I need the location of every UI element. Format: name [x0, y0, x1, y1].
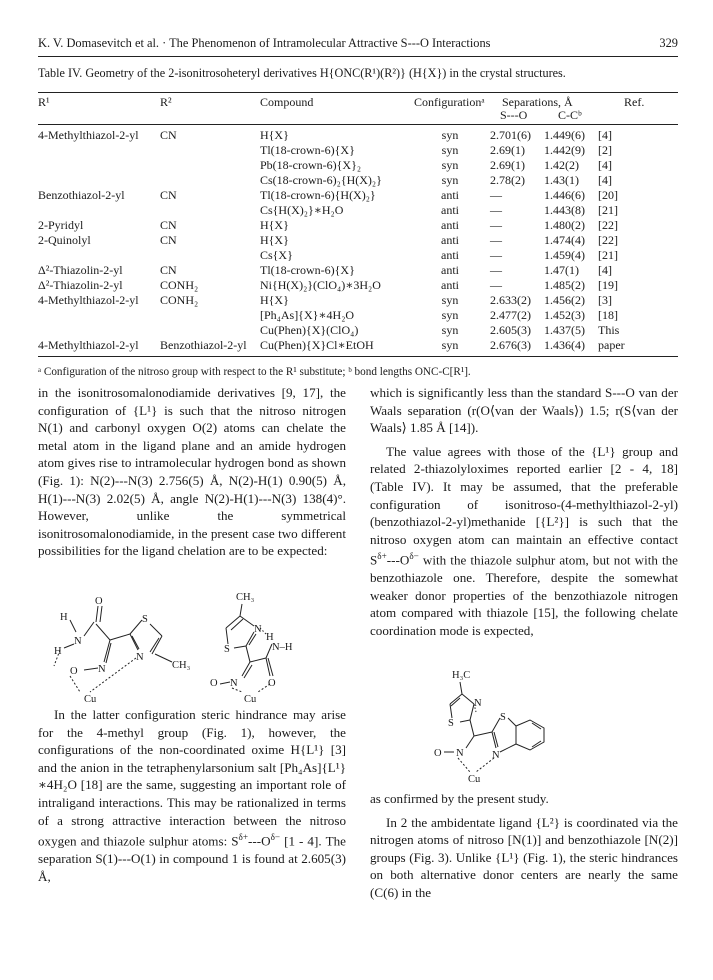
cell-compound: H{X} [260, 218, 289, 232]
right-paragraph-2: The value agrees with those of the {L¹} group and related 2-thiazolyloximes reported earlier [2 - 4, 18] (Table IV). It may be assumed, that the preferable configuration of isonitroso-(4-methylthiazol-2-yl)(benzothiazol-2-yl)methanide [{L²}] is such that the nitroso oxygen atom can maintain an effective contact $S^{\delta+}---O^{\delta-}$ with the thiazole sulphur atom, but not with the benzothiazole one. Therefore, despite the somewhat weaker donor properties of the benzothiazole nitrogen atom compared with thiazole [15], the following chelate coordination mode is expected, [370, 443, 678, 639]
cell-cc-bond: 1.47(1) [544, 263, 579, 277]
cell-cc-bond: 1.437(5) [544, 323, 585, 337]
left-column-continued [38, 706, 346, 885]
cell-so-separation: 2.701(6) [490, 128, 531, 142]
struct-b-amide-nh: N–H [272, 642, 293, 653]
cell-r2: CN [160, 188, 177, 202]
cell-so-separation: — [490, 203, 502, 217]
cell-cc-bond: 1.43(1) [544, 173, 579, 187]
table-top-rule [38, 92, 678, 93]
cell-compound: H{X} [260, 233, 289, 247]
cell-compound: H{X} [260, 293, 289, 307]
cell-compound: Cs{X} [260, 248, 293, 262]
struct-b-ring-n: N [254, 624, 262, 635]
cell-r1: Δ²-Thiazolin-2-yl [38, 278, 123, 292]
cell-ref: [4] [598, 158, 612, 172]
struct-c-oxime-o: O [434, 748, 442, 759]
cell-so-separation: 2.69(1) [490, 143, 525, 157]
cell-configuration: syn [441, 128, 459, 142]
cell-ref: [4] [598, 128, 612, 142]
right-column-continued [370, 790, 678, 902]
cell-so-separation: — [490, 278, 502, 292]
cell-cc-bond: 1.485(2) [544, 278, 585, 292]
cell-configuration: anti [441, 248, 459, 262]
cell-so-separation: 2.676(3) [490, 338, 531, 352]
left-paragraph-1: in the isonitrosomalonodiamide derivatives [9, 17], the configuration of {L¹} is such that the nitroso nitrogen N(1) and carbonyl oxygen O(2) atoms can chelate the metal atom in the ligand plane and an amide hydrogen atom gives rise to intramolecular hydrogen bond as shown (Fig. 1): N(2)---N(3) 2.756(5) Å, N(2)-H(1) 0.90(5) Å, H(1)---N(3) 2.02(5) Å, angle N(2)-H(1)---N(3) 138(4)°. However, unlike the symmetrical isonitrosomalonodiamide, in the present case two different possibilities for the ligand chelation are to be expected: [38, 385, 346, 559]
col-header-so: S---O [500, 108, 528, 122]
cell-compound: Cs{H(X)₂}∗H₂O [260, 203, 344, 217]
cell-compound: Ni{H(X)₂}(ClO₄)∗3H₂O [260, 278, 381, 292]
page-number: 329 [659, 36, 678, 50]
cell-r2: CN [160, 128, 177, 142]
cell-cc-bond: 1.442(9) [544, 143, 585, 157]
cell-r1: Benzothiazol-2-yl [38, 188, 125, 202]
struct-a-h-bottom: H [54, 646, 62, 657]
cell-cc-bond: 1.436(4) [544, 338, 585, 352]
struct-a-oxime-n: N [98, 664, 106, 675]
cell-r1: 4-Methylthiazol-2-yl [38, 128, 139, 142]
cell-ref: [22] [598, 233, 618, 247]
cell-r1: Δ²-Thiazolin-2-yl [38, 263, 123, 277]
struct-c-cu: Cu [468, 774, 481, 785]
cell-compound: Tl(18-crown-6){X} [260, 143, 355, 157]
cell-configuration: anti [441, 233, 459, 247]
cell-so-separation: — [490, 233, 502, 247]
table-row [38, 338, 678, 353]
cell-configuration: syn [441, 143, 459, 157]
table-bottom-rule [38, 356, 678, 357]
table-row [38, 233, 678, 248]
cell-ref: [21] [598, 203, 618, 217]
struct-a-cu: Cu [84, 694, 97, 704]
cell-configuration: syn [441, 158, 459, 172]
struct-b-ring-s: S [224, 644, 230, 655]
cell-so-separation: — [490, 188, 502, 202]
cell-configuration: syn [441, 308, 459, 322]
cell-compound: Tl(18-crown-6){H(X)₂} [260, 188, 376, 202]
struct-b-methyl: CH₃ [236, 592, 255, 603]
cell-so-separation: — [490, 263, 502, 277]
cell-r2: CN [160, 233, 177, 247]
cell-compound: [Ph₄As]{X}∗4H₂O [260, 308, 355, 322]
struct-a-amide-n: N [74, 636, 82, 647]
right-paragraph-4: In 2 the ambidentate ligand {L²} is coordinated via the nitrogen atoms of nitroso [N(1)] and benzothiazole [N(2)] groups (Fig. 3). Unlike {L¹} (Fig. 1), the steric hindrances on both alternative donor centers are nearly the same (C(6) in the [370, 814, 678, 900]
cell-so-separation: 2.69(1) [490, 158, 525, 172]
struct-c-methyl: H₃C [452, 670, 471, 681]
struct-c-benzo-s: S [500, 712, 506, 723]
cell-configuration: syn [441, 173, 459, 187]
struct-c-ring-n: N [474, 698, 482, 709]
cell-compound: Cu(Phen){X}Cl∗EtOH [260, 338, 374, 352]
cell-configuration: anti [441, 218, 459, 232]
cell-compound: Cs(18-crown-6)₂{H(X)₂} [260, 173, 382, 187]
struct-a-h-top: H [60, 612, 68, 623]
col-header-compound: Compound [260, 95, 314, 109]
cell-r1: 4-Methylthiazol-2-yl [38, 293, 139, 307]
header-rule [38, 56, 678, 57]
col-header-separations: Separations, Å [502, 95, 573, 109]
cell-so-separation: 2.78(2) [490, 173, 525, 187]
cell-r2: Benzothiazol-2-yl [160, 338, 247, 352]
table-row [38, 308, 678, 323]
cell-configuration: anti [441, 188, 459, 202]
table-header-rule [38, 124, 678, 125]
struct-b-carbonyl-o: O [268, 678, 276, 689]
cell-ref: [3] [598, 293, 612, 307]
cell-cc-bond: 1.42(2) [544, 158, 579, 172]
cell-configuration: syn [441, 293, 459, 307]
right-paragraph-1: which is significantly less than the standard S---O van der Waals separation (r(O⟨van der Waals⟩) 1.5; r(S⟨van der Waals⟩ 1.85 Å [14]). [370, 385, 678, 436]
cell-configuration: anti [441, 278, 459, 292]
cell-configuration: syn [441, 323, 459, 337]
cell-ref: [2] [598, 143, 612, 157]
cell-configuration: syn [441, 338, 459, 352]
cell-cc-bond: 1.459(4) [544, 248, 585, 262]
cell-configuration: anti [441, 263, 459, 277]
cell-cc-bond: 1.480(2) [544, 218, 585, 232]
struct-a-ring-n: N [136, 652, 144, 663]
cell-configuration: anti [441, 203, 459, 217]
cell-so-separation: 2.477(2) [490, 308, 531, 322]
struct-c-oxime-n: N [456, 748, 464, 759]
right-column [370, 384, 678, 640]
cell-ref: [20] [598, 188, 618, 202]
cell-r2: CN [160, 263, 177, 277]
col-header-cc: C-Cᵇ [558, 108, 582, 122]
cell-cc-bond: 1.474(4) [544, 233, 585, 247]
running-header-title: K. V. Domasevitch et al. · The Phenomenon of Intramolecular Attractive S---O Interactions [38, 36, 491, 50]
cell-ref: [4] [598, 263, 612, 277]
struct-b-oxime-o: O [210, 678, 218, 689]
struct-c-benzo-n: N [492, 750, 500, 761]
cell-ref: [18] [598, 308, 618, 322]
struct-a-oxime-o: O [70, 666, 78, 677]
cell-so-separation: — [490, 218, 502, 232]
structure-expected-chelate [420, 664, 560, 788]
right-paragraph-3: as confirmed by the present study. [370, 791, 549, 806]
structure-thiazole-chelate [200, 588, 340, 704]
cell-cc-bond: 1.449(6) [544, 128, 585, 142]
cell-cc-bond: 1.452(3) [544, 308, 585, 322]
cell-compound: Pb(18-crown-6){X}₂ [260, 158, 362, 172]
running-header [38, 36, 678, 54]
struct-b-h: H [266, 632, 274, 643]
cell-compound: Tl(18-crown-6){X} [260, 263, 355, 277]
cell-ref: [21] [598, 248, 618, 262]
struct-a-ring-s: S [142, 614, 148, 625]
cell-cc-bond: 1.456(2) [544, 293, 585, 307]
col-header-configuration: Configurationᵃ [414, 95, 485, 109]
cell-ref: This [598, 323, 620, 337]
table-row [38, 218, 678, 233]
cell-so-separation: 2.633(2) [490, 293, 531, 307]
cell-compound: H{X} [260, 128, 289, 142]
cell-ref: [19] [598, 278, 618, 292]
table-row [38, 188, 678, 203]
table-row [38, 173, 678, 188]
struct-b-oxime-n: N [230, 678, 238, 689]
cell-ref: [4] [598, 173, 612, 187]
cell-r1: 4-Methylthiazol-2-yl [38, 338, 139, 352]
structure-amide-chelate [40, 592, 200, 704]
table-footnote: ᵃ Configuration of the nitroso group with respect to the R¹ substitute; ᵇ bond lengths ONC-C[R¹]. [38, 366, 471, 378]
struct-a-methyl: CH₃ [172, 660, 191, 671]
cell-r2: CONH₂ [160, 278, 199, 292]
col-header-r1: R¹ [38, 95, 50, 109]
table-row [38, 323, 678, 338]
left-paragraph-2: In the latter configuration steric hindrance may arise for the 4-methyl group (Fig. 1), however, the configurations of the non-coordinated oxime H{L¹} [3] and the anion in the tetraphenylarsonium salt [Ph₄As]{L¹}∗4H₂O [18] are the same, suggesting an important role of intraligand interactions. This may be rationalized in terms of a strong attractive interaction between the nitroso oxygen and thiazole sulphur atoms: $S^{\delta+}---O^{\delta-}$ [1 - 4]. The separation S(1)---O(1) in compound 1 is found at 2.605(3) Å, [38, 707, 346, 884]
cell-cc-bond: 1.443(8) [544, 203, 585, 217]
table-row [38, 158, 678, 173]
col-header-r2: R² [160, 95, 172, 109]
cell-so-separation: — [490, 248, 502, 262]
struct-c-ring-s: S [448, 718, 454, 729]
cell-so-separation: 2.605(3) [490, 323, 531, 337]
table-caption: Table IV. Geometry of the 2-isonitrosoheteryl derivatives H{ONC(R¹)(R²)} (H{X}) in the crystal structures. [38, 66, 566, 80]
struct-b-cu: Cu [244, 694, 257, 704]
table-row [38, 128, 678, 143]
cell-r1: 2-Quinolyl [38, 233, 91, 247]
table-row [38, 263, 678, 278]
cell-r2: CONH₂ [160, 293, 199, 307]
cell-r2: CN [160, 218, 177, 232]
left-column [38, 384, 346, 560]
struct-a-carbonyl-o: O [95, 596, 103, 607]
cell-r1: 2-Pyridyl [38, 218, 84, 232]
table-row [38, 143, 678, 158]
col-header-ref: Ref. [624, 95, 645, 109]
cell-cc-bond: 1.446(6) [544, 188, 585, 202]
cell-ref: [22] [598, 218, 618, 232]
cell-compound: Cu(Phen){X}(ClO₄) [260, 323, 359, 337]
table-row [38, 203, 678, 218]
table-row [38, 278, 678, 293]
table-row [38, 248, 678, 263]
cell-ref: paper [598, 338, 625, 352]
table-row [38, 293, 678, 308]
